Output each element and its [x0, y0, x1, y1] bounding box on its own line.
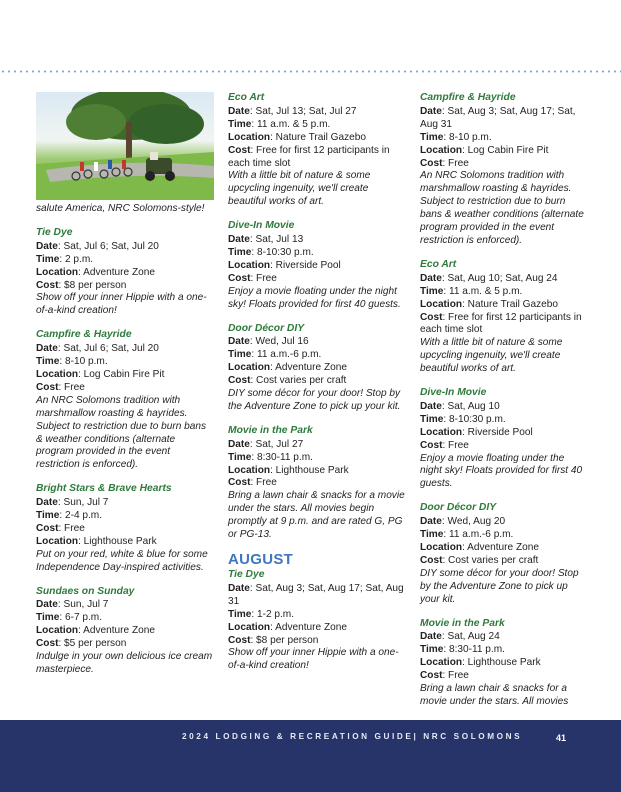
event-date: Sat, Jul 13: [255, 234, 304, 246]
event-detail-row: Date: Sun, Jul 7: [36, 599, 109, 611]
event-date: Sat, Aug 3; Sat, Aug 17; Sat, Aug 31: [228, 582, 404, 607]
event-detail-row: Location: Adventure Zone: [228, 362, 347, 374]
event-entry: [36, 483, 214, 574]
photo-caption: salute America, NRC Solomons-style!: [36, 203, 205, 214]
event-title: Tie Dye: [36, 226, 73, 238]
event-detail-row: Location: Log Cabin Fire Pit: [36, 368, 165, 380]
field-label: Time: [228, 118, 252, 130]
event-location: Lighthouse Park: [83, 535, 157, 547]
event-entry: [420, 387, 588, 491]
event-date: Sat, Jul 6; Sat, Jul 20: [63, 240, 159, 252]
event-detail-row: Time: 11 a.m. & 5 p.m.: [420, 285, 523, 297]
event-detail-row: Location: Adventure Zone: [36, 266, 155, 278]
event-title: Movie in the Park: [420, 617, 505, 629]
event-date: Sat, Aug 10; Sat, Aug 24: [447, 272, 558, 284]
event-cost: Cost varies per craft: [448, 554, 539, 566]
event-detail-row: Location: Lighthouse Park: [228, 464, 349, 476]
parade-illustration: [36, 92, 214, 200]
event-entry: [420, 618, 588, 709]
month-heading: AUGUST: [228, 551, 294, 568]
field-label: Date: [420, 516, 442, 528]
event-detail-row: Cost: Free for first 12 participants in each time slot: [420, 311, 582, 336]
event-detail-row: Cost: Free for first 12 participants in each time slot: [228, 144, 390, 169]
event-description: DIY some décor for your door! Stop by the Adventure Zone to pick up your kit.: [420, 567, 579, 605]
event-detail-row: Time: 8-10 p.m.: [36, 356, 108, 368]
event-description: An NRC Solomons tradition with marshmallow roasting & hayrides. Subject to restriction due to burn bans & weather conditions (alternate program provided in the event restriction is enforced).: [420, 170, 584, 246]
event-cost: Free: [448, 439, 469, 451]
dotted-divider: [0, 70, 621, 73]
event-detail-row: Date: Sat, Aug 10; Sat, Aug 24: [420, 272, 558, 284]
parade-photo: [36, 92, 214, 200]
event-detail-row: Time: 11 a.m.-6 p.m.: [420, 529, 514, 541]
event-cost: Free for first 12 participants in each time slot: [420, 311, 582, 336]
event-location: Lighthouse Park: [275, 464, 349, 476]
event-entry: [420, 259, 588, 376]
field-label: Cost: [36, 381, 59, 393]
field-label: Date: [420, 105, 442, 117]
event-location: Riverside Pool: [275, 259, 341, 271]
field-label: Location: [420, 426, 463, 438]
event-description: With a little bit of nature & some upcycling ingenuity, we'll create beautiful works of art.: [420, 337, 563, 375]
field-label: Date: [420, 272, 442, 284]
event-entry: [228, 323, 406, 414]
event-title: Dive-In Movie: [420, 387, 487, 399]
event-date: Sat, Jul 6; Sat, Jul 20: [63, 343, 159, 355]
event-date: Sun, Jul 7: [63, 497, 109, 509]
field-label: Location: [228, 362, 271, 374]
event-description: DIY some décor for your door! Stop by the Adventure Zone to pick up your kit.: [228, 388, 401, 412]
field-label: Cost: [420, 311, 443, 323]
event-cost: Free: [256, 477, 277, 489]
field-label: Cost: [420, 670, 443, 682]
event-detail-row: Cost: $8 per person: [36, 279, 127, 291]
event-description: Enjoy a movie floating under the night sky! Floats provided for first 40 guests.: [420, 452, 583, 490]
event-description: An NRC Solomons tradition with marshmallow roasting & hayrides. Subject to restriction due to burn bans & weather conditions (alternate program provided in the event restriction is enforced).: [36, 394, 207, 471]
event-detail-row: Cost: Free: [420, 157, 469, 169]
event-detail-row: Date: Sat, Jul 13: [228, 234, 304, 246]
event-cost: Free: [448, 157, 469, 169]
event-detail-row: Date: Sat, Aug 3; Sat, Aug 17; Sat, Aug 31: [420, 105, 576, 130]
event-location: Adventure Zone: [467, 542, 539, 553]
event-time: 8:30-11 p.m.: [257, 451, 313, 463]
event-detail-row: Date: Sat, Jul 27: [228, 438, 304, 450]
field-label: Cost: [228, 272, 251, 284]
event-entry: [36, 586, 214, 677]
field-label: Location: [36, 535, 79, 547]
event-description: Bring a lawn chair & snacks for a movie under the stars. All movies begin promptly at 9 p.m. and are rated G, PG or PG-13.: [228, 490, 405, 541]
event-location: Log Cabin Fire Pit: [83, 368, 165, 380]
event-detail-row: Location: Log Cabin Fire Pit: [420, 144, 549, 156]
event-time: 8-10 p.m.: [449, 131, 492, 143]
event-location: Log Cabin Fire Pit: [467, 144, 549, 156]
field-label: Cost: [36, 638, 59, 650]
event-detail-row: Time: 8:30-11 p.m.: [228, 451, 313, 463]
event-title: Sundaes on Sunday: [36, 585, 135, 597]
field-label: Location: [36, 266, 79, 278]
event-description: Indulge in your own delicious ice cream masterpiece.: [36, 651, 213, 675]
field-label: Time: [228, 451, 252, 463]
field-label: Location: [228, 464, 271, 476]
event-description: Bring a lawn chair & snacks for a movie under the stars. All movies: [420, 683, 569, 707]
event-date: Sat, Aug 3; Sat, Aug 17; Sat, Aug 31: [420, 105, 576, 130]
event-detail-row: Cost: Cost varies per craft: [228, 375, 347, 387]
event-location: Adventure Zone: [275, 621, 347, 633]
event-time: 8-10:30 p.m.: [257, 246, 314, 258]
event-title: Door Décor DIY: [228, 322, 305, 334]
event-detail-row: Time: 6-7 p.m.: [36, 612, 103, 624]
field-label: Time: [420, 529, 444, 541]
event-entry: [420, 502, 588, 606]
event-detail-row: Cost: Free: [36, 522, 85, 534]
event-detail-row: Time: 11 a.m.-6 p.m.: [228, 349, 322, 361]
event-detail-row: Date: Sat, Aug 24: [420, 631, 500, 643]
event-detail-row: Location: Adventure Zone: [36, 625, 155, 637]
event-entry: [420, 92, 588, 248]
event-detail-row: Time: 2-4 p.m.: [36, 510, 103, 522]
field-label: Time: [420, 131, 444, 143]
event-detail-row: Cost: Free: [228, 272, 277, 284]
event-detail-row: Location: Riverside Pool: [420, 426, 533, 438]
event-detail-row: Cost: $8 per person: [228, 634, 319, 646]
event-time: 11 a.m. & 5 p.m.: [449, 285, 523, 297]
field-label: Cost: [420, 157, 443, 169]
field-label: Location: [228, 259, 271, 271]
field-label: Location: [420, 657, 463, 669]
event-title: Door Décor DIY: [420, 502, 497, 514]
event-cost: Free: [256, 272, 277, 284]
event-date: Sat, Jul 13; Sat, Jul 27: [255, 105, 357, 117]
event-date: Sun, Jul 7: [63, 599, 109, 611]
event-title: Tie Dye: [228, 569, 265, 580]
event-cost: $5 per person: [64, 638, 127, 650]
event-time: 11 a.m.-6 p.m.: [257, 349, 322, 361]
event-cost: $8 per person: [256, 634, 319, 646]
event-description: Put on your red, white & blue for some Independence Day-inspired activities.: [36, 548, 208, 573]
event-detail-row: Cost: Cost varies per craft: [420, 554, 539, 566]
event-time: 8-10 p.m.: [65, 356, 108, 368]
event-detail-row: Date: Sat, Jul 6; Sat, Jul 20: [36, 240, 159, 252]
field-label: Time: [36, 612, 60, 624]
event-time: 2-4 p.m.: [65, 510, 103, 522]
event-detail-row: Cost: Free: [420, 670, 469, 682]
event-detail-row: Location: Riverside Pool: [228, 259, 341, 271]
column-2: [228, 92, 406, 673]
event-cost: $8 per person: [64, 279, 127, 291]
column-1: [36, 92, 214, 677]
event-entry: [228, 569, 406, 673]
field-label: Time: [420, 413, 444, 425]
event-cost: Free for first 12 participants in each time slot: [228, 144, 390, 169]
event-location: Adventure Zone: [275, 362, 347, 374]
event-time: 11 a.m.-6 p.m.: [449, 529, 514, 541]
event-title: Campfire & Hayride: [36, 329, 132, 341]
event-location: Nature Trail Gazebo: [275, 131, 366, 143]
event-location: Lighthouse Park: [467, 657, 541, 669]
event-description: Show off your inner Hippie with a one-of-a-kind creation!: [36, 292, 207, 317]
event-title: Movie in the Park: [228, 424, 313, 436]
event-detail-row: Date: Sun, Jul 7: [36, 497, 109, 509]
field-label: Date: [36, 240, 58, 252]
field-label: Date: [36, 343, 58, 355]
event-location: Adventure Zone: [83, 625, 155, 637]
event-time: 1-2 p.m.: [257, 608, 295, 620]
field-label: Date: [420, 631, 442, 643]
column-3: [420, 92, 588, 709]
event-location: Riverside Pool: [467, 426, 533, 438]
field-label: Location: [36, 625, 79, 637]
event-title: Eco Art: [228, 92, 265, 103]
event-detail-row: Time: 8-10:30 p.m.: [420, 413, 506, 425]
event-entry: [228, 220, 406, 311]
event-detail-row: Location: Lighthouse Park: [36, 535, 157, 547]
event-detail-row: Cost: Free: [36, 381, 85, 393]
event-date: Wed, Jul 16: [255, 336, 309, 348]
event-detail-row: Time: 8:30-11 p.m.: [420, 644, 505, 656]
event-description: With a little bit of nature & some upcycling ingenuity, we'll create beautiful works of art.: [228, 170, 371, 208]
field-label: Date: [228, 336, 250, 348]
event-detail-row: Location: Adventure Zone: [420, 542, 539, 553]
event-title: Eco Art: [420, 258, 457, 270]
event-location: Nature Trail Gazebo: [467, 298, 558, 310]
event-title: Bright Stars & Brave Hearts: [36, 483, 172, 495]
footer-title: 2024 LODGING & RECREATION GUIDE| NRC SOLOMONS: [182, 732, 523, 741]
event-detail-row: Time: 2 p.m.: [36, 253, 94, 265]
event-title: Dive-In Movie: [228, 220, 295, 232]
field-label: Time: [420, 644, 444, 656]
event-detail-row: Date: Sat, Aug 10: [420, 400, 500, 412]
event-detail-row: Cost: Free: [228, 477, 277, 489]
page-number: 41: [556, 733, 567, 743]
field-label: Date: [420, 400, 442, 412]
field-label: Time: [228, 349, 252, 361]
field-label: Location: [228, 131, 271, 143]
field-label: Time: [228, 608, 252, 620]
event-detail-row: Location: Adventure Zone: [228, 621, 347, 633]
event-detail-row: Date: Wed, Aug 20: [420, 516, 506, 528]
field-label: Cost: [420, 554, 443, 566]
event-detail-row: Cost: $5 per person: [36, 638, 127, 650]
event-time: 8-10:30 p.m.: [449, 413, 506, 425]
event-entry: [228, 92, 406, 209]
event-time: 11 a.m. & 5 p.m.: [257, 118, 331, 130]
event-date: Sat, Aug 10: [447, 400, 500, 412]
event-detail-row: Date: Sat, Jul 13; Sat, Jul 27: [228, 105, 357, 117]
event-detail-row: Date: Wed, Jul 16: [228, 336, 309, 348]
field-label: Cost: [228, 634, 251, 646]
field-label: Date: [228, 438, 250, 450]
field-label: Location: [420, 542, 463, 553]
field-label: Location: [36, 368, 79, 380]
event-detail-row: Time: 8-10 p.m.: [420, 131, 492, 143]
event-detail-row: Date: Sat, Jul 6; Sat, Jul 20: [36, 343, 159, 355]
event-date: Sat, Jul 27: [255, 438, 304, 450]
field-label: Cost: [228, 477, 251, 489]
event-cost: Free: [64, 522, 85, 534]
field-label: Cost: [36, 279, 59, 291]
event-location: Adventure Zone: [83, 266, 155, 278]
field-label: Cost: [420, 439, 443, 451]
field-label: Date: [228, 582, 250, 594]
field-label: Time: [36, 510, 60, 522]
event-entry: [228, 425, 406, 542]
event-detail-row: Time: 1-2 p.m.: [228, 608, 295, 620]
field-label: Time: [36, 253, 60, 265]
event-date: Wed, Aug 20: [447, 516, 506, 528]
event-entry: [36, 329, 214, 472]
field-label: Date: [36, 497, 58, 509]
field-label: Time: [228, 246, 252, 258]
event-detail-row: Cost: Free: [420, 439, 469, 451]
event-time: 8:30-11 p.m.: [449, 644, 505, 656]
field-label: Date: [36, 599, 58, 611]
event-cost: Free: [448, 670, 469, 682]
field-label: Cost: [228, 375, 251, 387]
field-label: Cost: [36, 522, 59, 534]
event-cost: Free: [64, 381, 85, 393]
field-label: Time: [420, 285, 444, 297]
event-detail-row: Time: 11 a.m. & 5 p.m.: [228, 118, 331, 130]
event-title: Campfire & Hayride: [420, 92, 516, 103]
field-label: Cost: [228, 144, 251, 156]
event-entry: [36, 227, 214, 318]
field-label: Date: [228, 234, 250, 246]
event-date: Sat, Aug 24: [447, 631, 500, 643]
field-label: Location: [420, 144, 463, 156]
event-description: Enjoy a movie floating under the night sky! Floats provided for first 40 guests.: [228, 285, 401, 310]
field-label: Time: [36, 356, 60, 368]
field-label: Date: [228, 105, 250, 117]
event-detail-row: Location: Nature Trail Gazebo: [228, 131, 366, 143]
event-detail-row: Time: 8-10:30 p.m.: [228, 246, 314, 258]
event-detail-row: Location: Nature Trail Gazebo: [420, 298, 558, 310]
event-time: 6-7 p.m.: [65, 612, 103, 624]
event-cost: Cost varies per craft: [256, 375, 347, 387]
field-label: Location: [420, 298, 463, 310]
event-time: 2 p.m.: [65, 253, 94, 265]
event-detail-row: Date: Sat, Aug 3; Sat, Aug 17; Sat, Aug 31: [228, 582, 404, 607]
event-detail-row: Location: Lighthouse Park: [420, 657, 541, 669]
event-description: Show off your inner Hippie with a one-of-a-kind creation!: [228, 647, 399, 672]
field-label: Location: [228, 621, 271, 633]
footer-band: [0, 720, 621, 792]
